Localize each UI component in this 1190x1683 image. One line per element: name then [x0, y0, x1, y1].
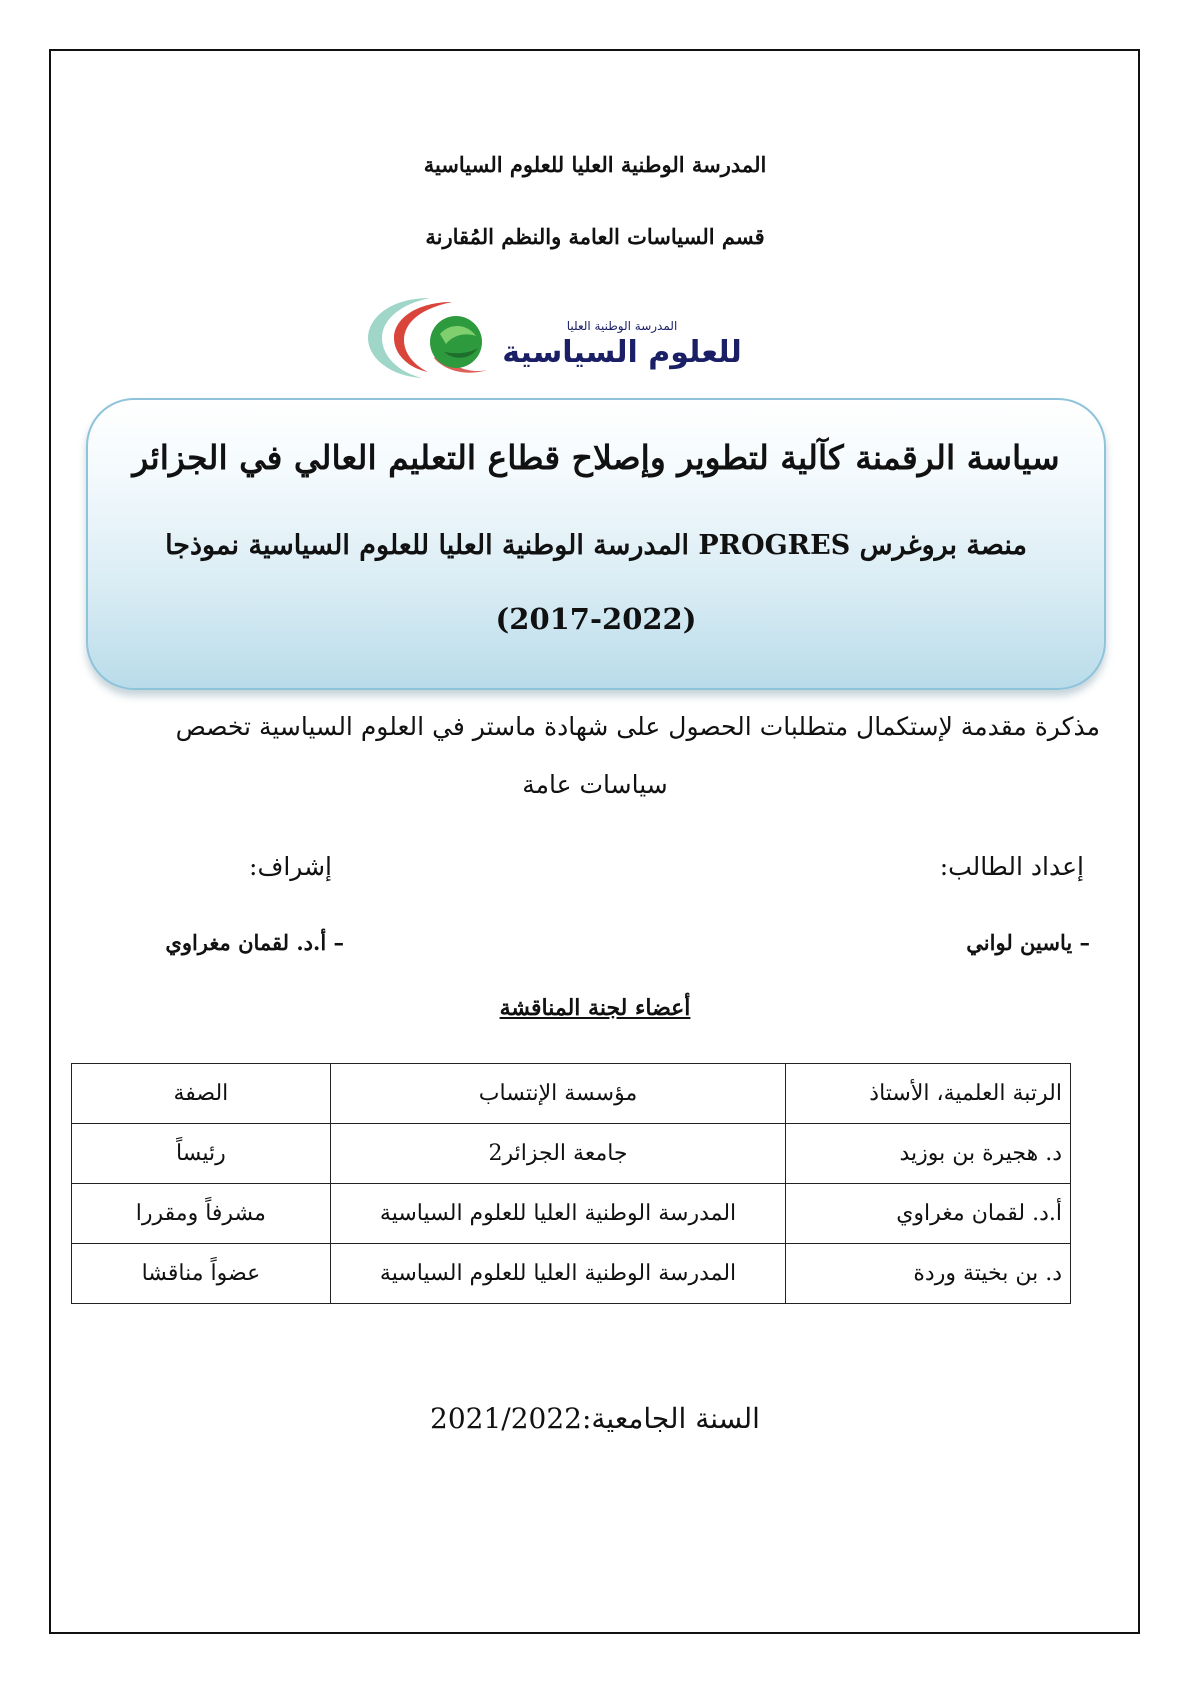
svg-text:للعلوم السياسية: للعلوم السياسية: [502, 335, 740, 370]
jury-member-role: مشرفاً ومقررا: [72, 1184, 331, 1244]
supervision-label: إشراف:: [249, 852, 332, 881]
jury-member-name: أ.د. لقمان مغراوي: [786, 1184, 1071, 1244]
academic-year-label: السنة الجامعية:: [581, 1402, 760, 1435]
jury-title: أعضاء لجنة المناقشة: [499, 995, 691, 1021]
jury-member-institution: جامعة الجزائر2: [330, 1124, 786, 1184]
academic-year-value: 2021/2022: [430, 1402, 582, 1435]
thesis-title: سياسة الرقمنة كآلية لتطوير وإصلاح قطاع التعليم العالي في الجزائر: [132, 438, 1060, 477]
jury-member-institution: المدرسة الوطنية العليا للعلوم السياسية: [330, 1184, 786, 1244]
jury-member-name: د. بن بخيتة وردة: [786, 1244, 1071, 1304]
student-name: – ياسين لواني: [966, 930, 1090, 955]
jury-table: [71, 1063, 1071, 1304]
jury-member-role: رئيساً: [72, 1124, 331, 1184]
memo-line-2: سياسات عامة: [522, 770, 668, 799]
thesis-subtitle: منصة بروغرس PROGRES المدرسة الوطنية العليا للعلوم السياسية نموذجا: [165, 530, 1027, 561]
table-row: [72, 1124, 1071, 1184]
school-name: المدرسة الوطنية العليا للعلوم السياسية: [423, 152, 767, 177]
school-logo-icon: [360, 292, 740, 380]
academic-year: [0, 1402, 1190, 1435]
header-rank: الرتبة العلمية، الأستاذ: [786, 1064, 1071, 1124]
school-logo: [360, 292, 740, 380]
table-row: [72, 1244, 1071, 1304]
svg-text:المدرسة الوطنية العليا: المدرسة الوطنية العليا: [566, 319, 678, 333]
jury-member-institution: المدرسة الوطنية العليا للعلوم السياسية: [330, 1244, 786, 1304]
table-row: [72, 1184, 1071, 1244]
header-role: الصفة: [72, 1064, 331, 1124]
memo-line-1: مذكرة مقدمة لإستكمال متطلبات الحصول على شهادة ماستر في العلوم السياسية تخصص: [175, 712, 1100, 741]
department-name: قسم السياسات العامة والنظم المُقارنة: [425, 224, 765, 249]
page-border: [49, 49, 1140, 1634]
jury-member-name: د. هجيرة بن بوزيد: [786, 1124, 1071, 1184]
supervisor-name: – أ.د. لقمان مغراوي: [165, 930, 344, 955]
thesis-period: (2017-2022): [495, 602, 697, 636]
title-box: [86, 398, 1106, 690]
jury-member-role: عضواً مناقشا: [72, 1244, 331, 1304]
prepared-by-label: إعداد الطالب:: [939, 852, 1084, 881]
header-institution: مؤسسة الإنتساب: [330, 1064, 786, 1124]
table-header-row: [72, 1064, 1071, 1124]
